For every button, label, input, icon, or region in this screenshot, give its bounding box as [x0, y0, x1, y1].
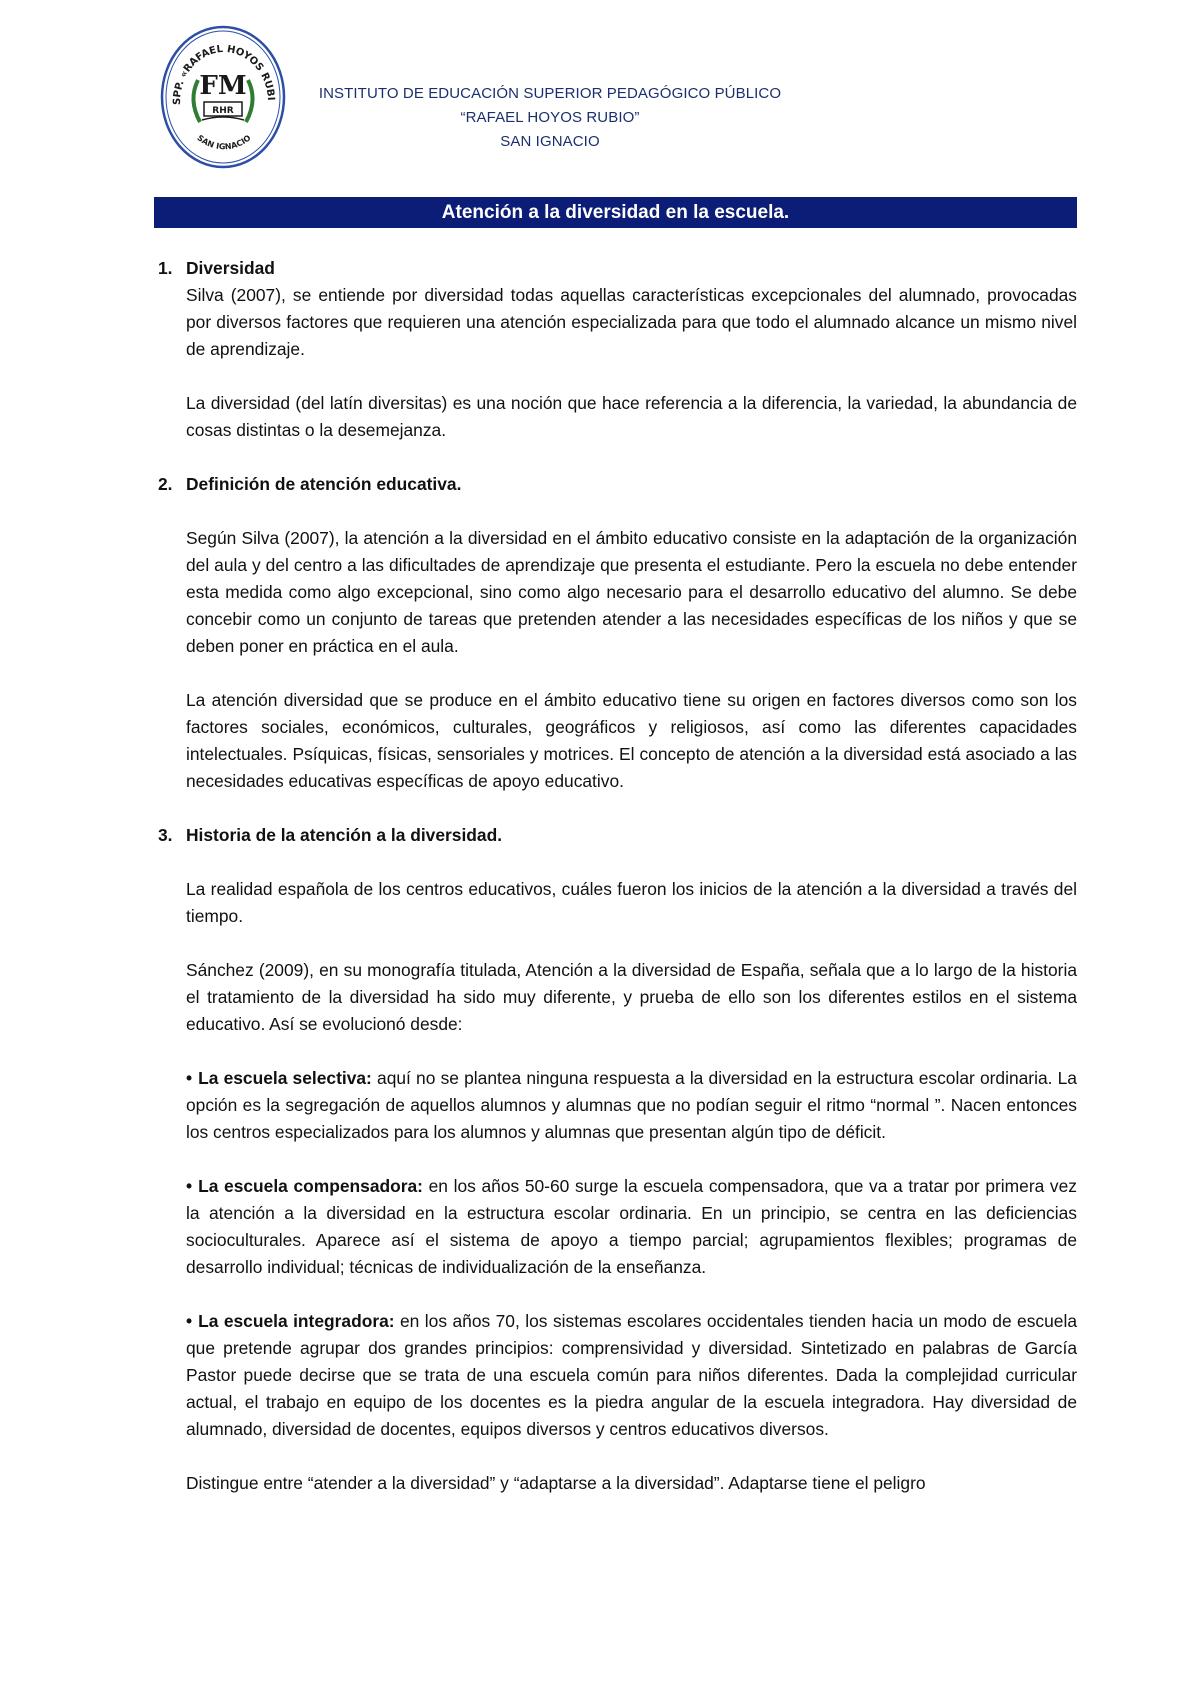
paragraph: La diversidad (del latín diversitas) es una noción que hace referencia a la diferencia, la variedad, la abundancia de cosas distintas o la desemejanza.: [186, 393, 1077, 440]
bullet-text: en los años 50-60 surge la escuela compensadora, que va a tratar por primera vez la atención a la diversidad en la estructura escolar ordinaria. En un principio, se centra en las deficiencias socioculturales. Aparece así el sistema de apoyo a tiempo parcial; agrupamientos flexibles; programas de desarrollo individual; técnicas de individualización de la enseñanza.: [186, 1176, 1077, 1277]
bullet-term: La escuela selectiva:: [198, 1068, 372, 1088]
bullet-term: La escuela compensadora:: [198, 1176, 423, 1196]
bullet-item: [186, 1308, 1077, 1443]
section-title: Diversidad: [186, 258, 275, 278]
document-title: Atención a la diversidad en la escuela.: [154, 197, 1077, 228]
institute-logo: [158, 20, 288, 170]
svg-text:SAN IGNACIO: [195, 133, 252, 151]
bullet-term: La escuela integradora:: [198, 1311, 395, 1331]
bullet-text: en los años 70, los sistemas escolares occidentales tienden hacia un modo de escuela que pretende agrupar dos grandes principios: comprensividad y diversidad. Sintetizado en palabras de García Pastor puede decirse que se trata de una escuela común para niños diferentes. Dada la complejidad curricular actual, el trabajo en equipo de los docentes es la piedra angular de la escuela integradora. Hay diversidad de alumnado, diversidad de docentes, equipos diversos y centros educativos diversos.: [186, 1311, 1078, 1439]
bullet-text: aquí no se plantea ninguna respuesta a la diversidad en la estructura escolar ordinaria. La opción es la segregación de aquellos alumnos y alumnas que no podían seguir el ritmo “normal ”. Nacen entonces los centros especializados para los alumnos y alumnas que presentan algún tipo de déficit.: [186, 1068, 1077, 1142]
paragraph: Distingue entre “atender a la diversidad” y “adaptarse a la diversidad”. Adaptarse tiene el peligro: [186, 1473, 926, 1493]
bullet-item: [186, 1173, 1077, 1281]
section-title: Definición de atención educativa.: [186, 474, 462, 494]
section-1-heading: [154, 255, 1077, 282]
institute-header: [300, 82, 800, 154]
logo-ring-bottom-text: SAN IGNACIO: [195, 133, 253, 152]
section-title: Historia de la atención a la diversidad.: [186, 825, 503, 845]
paragraph: Silva (2007), se entiende por diversidad todas aquellas características excepcionales del alumnado, provocadas por diversos factores que requieren una atención especializada para que todo el alumnado alcance un mismo nivel de aprendizaje.: [186, 285, 1077, 359]
institute-location: SAN IGNACIO: [500, 133, 600, 150]
document-body: [154, 255, 1077, 1497]
paragraph: Sánchez (2009), en su monografía titulada, Atención a la diversidad de España, señala que a lo largo de la historia el tratamiento de la diversidad ha sido muy diferente, y prueba de ello son los diferentes estilos en el sistema educativo. Así se evolucionó desde:: [186, 960, 1077, 1034]
paragraph: Según Silva (2007), la atención a la diversidad en el ámbito educativo consiste en la adaptación de la organización del aula y del centro a las dificultades de aprendizaje que presenta el estudiante. Pero la escuela no debe entender esta medida como algo excepcional, sino como algo necesario para el desarrollo educativo del alumno. Se debe concebir como un conjunto de tareas que pretenden atender a las necesidades específicas de los niños y que se deben poner en práctica en el aula.: [186, 528, 1077, 656]
paragraph: La realidad española de los centros educativos, cuáles fueron los inicios de la atención a la diversidad a través del tiempo.: [186, 879, 1077, 926]
section-2-heading: [154, 471, 1077, 498]
bullet-icon: •: [186, 1176, 193, 1196]
section-number: 3.: [158, 825, 173, 845]
section-number: 1.: [158, 258, 173, 278]
section-3-heading: [154, 822, 1077, 849]
institute-subname: “RAFAEL HOYOS RUBIO”: [460, 109, 640, 126]
logo-monogram: FM: [199, 71, 247, 101]
logo-book-letters: RHR: [212, 106, 234, 116]
paragraph: La atención diversidad que se produce en el ámbito educativo tiene su origen en factores diversos como son los factores sociales, económicos, culturales, geográficos y religiosos, así como las diferentes capacidades intelectuales. Psíquicas, físicas, sensoriales y motrices. El concepto de atención a la diversidad está asociado a las necesidades educativas específicas de apoyo educativo.: [186, 690, 1077, 791]
institute-name: INSTITUTO DE EDUCACIÓN SUPERIOR PEDAGÓGICO PÚBLICO: [318, 85, 782, 102]
section-number: 2.: [158, 474, 173, 494]
bullet-icon: •: [186, 1068, 193, 1088]
bullet-item: [186, 1065, 1077, 1146]
logo-ring-top-text: SPP. «RAFAEL HOYOS RUBI: [171, 43, 277, 106]
bullet-icon: •: [186, 1311, 193, 1331]
logo-seal-icon: [158, 20, 288, 170]
